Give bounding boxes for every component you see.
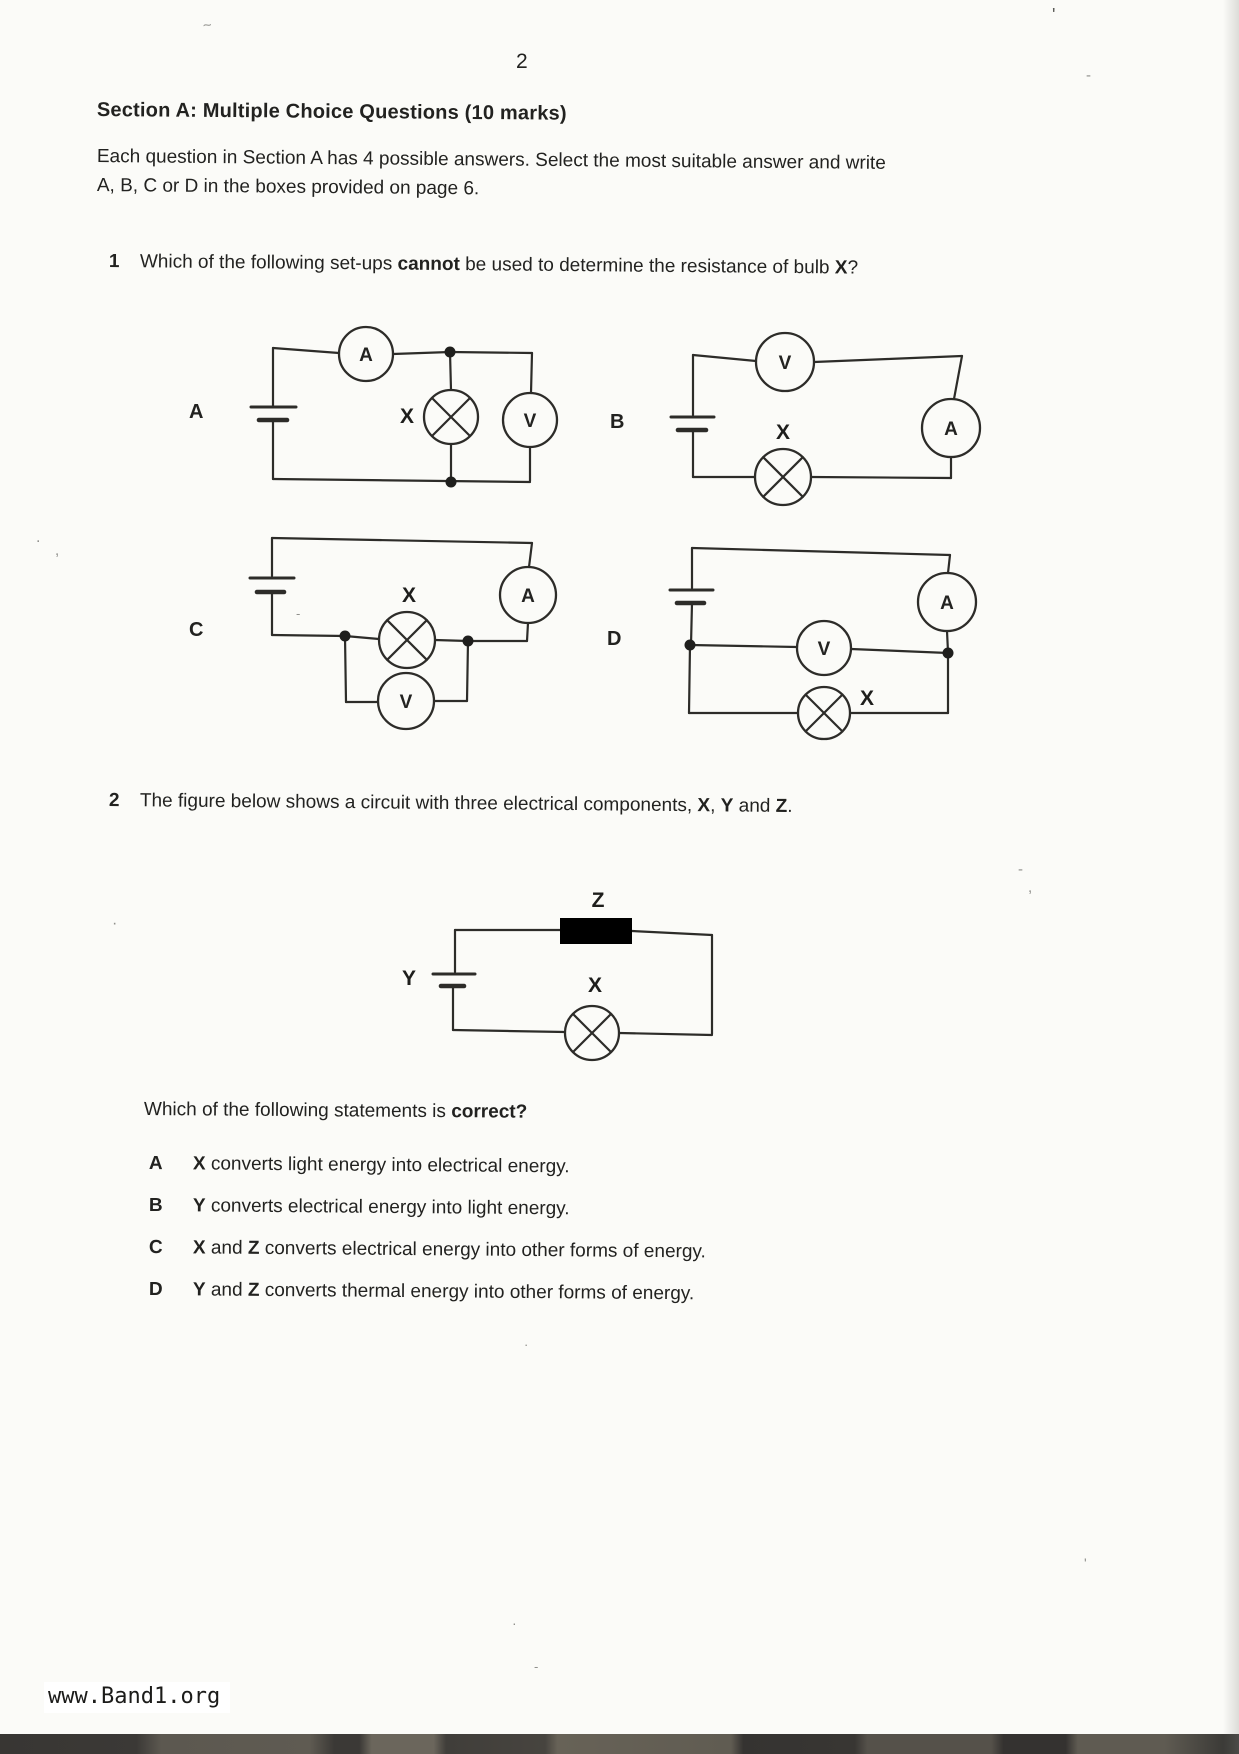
battery-label: Y <box>401 967 417 990</box>
option-c-text: X and Z converts electrical energy into other forms of energy. <box>192 1237 706 1263</box>
option-c-letter: C <box>148 1237 163 1259</box>
ammeter-symbol <box>339 327 393 381</box>
website-watermark: www.Band1.org <box>44 1682 230 1713</box>
scan-artifact: · <box>512 1615 517 1631</box>
scan-edge-shade <box>1223 0 1239 1754</box>
circuit-d-option-label: D <box>607 628 622 650</box>
voltmeter-symbol <box>378 673 434 729</box>
question-2 <box>109 790 793 818</box>
option-d-text: Y and Z converts thermal energy into other forms of energy. <box>192 1279 695 1305</box>
section-intro-line2: A, B, C or D in the boxes provided on page 6. <box>96 175 480 200</box>
option-b-letter: B <box>148 1195 163 1217</box>
battery-symbol <box>433 930 475 1030</box>
scan-artifact: - <box>534 1659 539 1674</box>
scan-artifact: · <box>524 1337 529 1352</box>
question-1-text: Which of the following set-ups cannot be used to determine the resistance of bulb X? <box>139 251 859 279</box>
bulb-label: X <box>775 421 791 444</box>
circuit-diagram-d <box>605 535 980 740</box>
ammeter-symbol <box>500 567 556 623</box>
circuit-c-wires <box>272 538 532 702</box>
circuit-diagram-b <box>610 335 980 510</box>
scan-bottom-bar <box>0 1734 1239 1754</box>
bulb-symbol <box>798 687 850 739</box>
scan-artifact: - <box>1018 861 1023 878</box>
bulb-label: X <box>399 405 415 428</box>
voltmeter-symbol <box>503 393 557 447</box>
scan-artifact: , <box>1028 879 1033 896</box>
scan-artifact: · <box>112 915 118 932</box>
ammeter-symbol <box>918 573 976 631</box>
circuit-b-wires <box>693 355 962 478</box>
scan-artifact: ~ <box>201 16 213 35</box>
voltmeter-letter: V <box>399 692 413 713</box>
battery-symbol <box>671 355 714 477</box>
question-2-number: 2 <box>108 790 120 812</box>
question-1-number: 1 <box>108 251 120 273</box>
ammeter-letter: A <box>944 419 958 440</box>
scan-artifact: ' <box>1084 1555 1087 1571</box>
junction-dot <box>445 347 456 358</box>
battery-symbol <box>251 348 296 479</box>
ammeter-symbol <box>922 399 980 457</box>
option-b <box>149 1195 570 1220</box>
question-2-sub-question: Which of the following statements is correct? <box>143 1099 528 1123</box>
circuit-diagram-a <box>190 330 550 500</box>
voltmeter-symbol <box>797 621 851 675</box>
bulb-symbol <box>755 449 811 505</box>
question-2-text: The figure below shows a circuit with three electrical components, X, Y and Z. <box>139 790 793 817</box>
scan-artifact: , <box>55 542 60 559</box>
voltmeter-letter: V <box>778 353 792 374</box>
battery-symbol <box>670 548 713 645</box>
resistor-label: Z <box>591 889 605 912</box>
junction-dot <box>463 636 474 647</box>
circuit-b-option-label: B <box>610 411 625 433</box>
section-intro-line1: Each question in Section A has 4 possible answers. Select the most suitable answer and write <box>96 146 886 174</box>
scan-artifact: . <box>36 529 41 546</box>
ammeter-letter: A <box>521 586 535 607</box>
bulb-label: X <box>401 584 417 607</box>
page-number: 2 <box>516 50 528 73</box>
option-b-text: Y converts electrical energy into light energy. <box>192 1195 570 1220</box>
voltmeter-letter: V <box>523 411 537 432</box>
bulb-symbol <box>424 390 478 444</box>
voltmeter-letter: V <box>817 639 831 660</box>
junction-dot <box>685 640 696 651</box>
option-a-letter: A <box>148 1153 163 1175</box>
bulb-label: X <box>859 687 875 710</box>
option-d <box>149 1279 694 1305</box>
junction-dot <box>446 477 457 488</box>
figure-wires <box>453 930 712 1035</box>
ammeter-letter: A <box>359 345 373 366</box>
scan-artifact: - <box>296 606 301 621</box>
question-1 <box>109 251 858 280</box>
bulb-symbol <box>565 1006 619 1060</box>
voltmeter-symbol <box>756 333 814 391</box>
bulb-symbol <box>379 612 435 668</box>
circuit-diagram-c <box>185 525 550 735</box>
junction-dot <box>340 631 351 642</box>
option-a <box>149 1153 570 1178</box>
question-2-circuit-figure <box>395 885 725 1075</box>
scan-artifact: ' <box>1052 5 1056 25</box>
ammeter-letter: A <box>940 593 954 614</box>
scan-artifact: - <box>1086 67 1091 84</box>
resistor-symbol <box>560 918 632 944</box>
junction-dot <box>943 648 954 659</box>
battery-symbol <box>250 538 294 635</box>
option-d-letter: D <box>148 1279 163 1301</box>
bulb-label: X <box>587 974 603 997</box>
circuit-c-option-label: C <box>189 619 204 641</box>
option-c <box>149 1237 706 1263</box>
circuit-a-option-label: A <box>189 401 204 423</box>
option-a-text: X converts light energy into electrical energy. <box>192 1153 570 1178</box>
section-heading: Section A: Multiple Choice Questions (10 marks) <box>96 99 567 125</box>
